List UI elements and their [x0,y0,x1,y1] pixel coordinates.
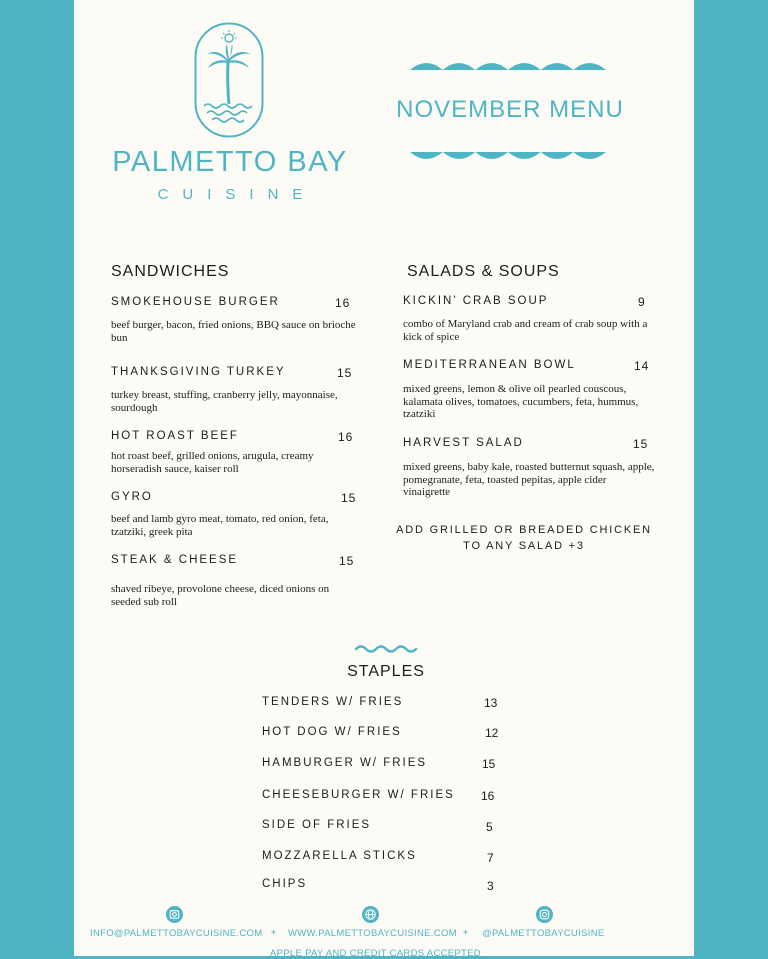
menu-item-name: HARVEST SALAD [403,437,524,449]
staple-item-price: 13 [484,696,498,710]
menu-item-desc: turkey breast, stuffing, cranberry jelly, mayonnaise, sourdough [111,389,338,414]
footer-separator: * [271,929,276,940]
staple-item-name: HOT DOG W/ FRIES [262,726,402,738]
menu-item-desc: mixed greens, baby kale, roasted butternut squash, apple, pomegranate, feta, toasted pepitas, apple cider vinaigrette [403,461,655,498]
sandwiches-heading: SANDWICHES [111,263,230,280]
menu-item-name: KICKIN' CRAB SOUP [403,295,549,307]
squiggle-divider-icon [354,644,418,654]
menu-item-price: 9 [638,295,646,309]
footer-email-link[interactable]: INFO@PALMETTOBAYCUISINE.COM [90,928,263,939]
menu-item-name: MEDITERRANEAN BOWL [403,359,576,371]
addon-line-1: ADD GRILLED OR BREADED CHICKEN [396,524,652,536]
menu-item-price: 15 [341,491,357,505]
staple-item-name: CHEESEBURGER W/ FRIES [262,789,455,801]
menu-item-desc: combo of Maryland crab and cream of crab soup with a kick of spice [403,318,648,343]
menu-item-desc: beef and lamb gyro meat, tomato, red onion, feta, tzatziki, greek pita [111,513,329,538]
menu-item-name: HOT ROAST BEEF [111,430,239,442]
salads-soups-heading: SALADS & SOUPS [407,263,560,280]
palm-tree-logo-icon [194,22,264,138]
staple-item-price: 15 [482,757,496,771]
menu-item-price: 16 [335,296,351,310]
social-handle-icon [536,906,553,923]
menu-item-name: STEAK & CHEESE [111,554,239,566]
staple-item-name: TENDERS W/ FRIES [262,696,404,708]
menu-item-price: 16 [338,430,354,444]
staple-item-name: HAMBURGER W/ FRIES [262,757,428,769]
staple-item-name: SIDE OF FRIES [262,819,372,831]
menu-item-desc: shaved ribeye, provolone cheese, diced onions on seeded sub roll [111,583,330,608]
staple-item-name: MOZZARELLA STICKS [262,850,417,862]
staple-item-name: CHIPS [262,878,308,890]
footer-separator: * [463,929,468,940]
footer-website-link[interactable]: WWW.PALMETTOBAYCUISINE.COM [288,928,457,939]
page-title: NOVEMBER MENU [396,96,624,123]
menu-item-price: 15 [633,437,649,451]
payment-note: APPLE PAY AND CREDIT CARDS ACCEPTED [270,948,481,959]
menu-page [74,0,694,956]
addon-line-2: TO ANY SALAD +3 [463,540,585,552]
staple-item-price: 3 [487,879,494,893]
brand-subtitle: CUISINE [157,186,317,203]
email-icon [166,906,183,923]
menu-item-desc: mixed greens, lemon & olive oil pearled couscous, kalamata olives, tomatoes, cucumbers, feta, hummus, tzatziki [403,383,639,420]
staple-item-price: 7 [487,851,494,865]
globe-icon [362,906,379,923]
menu-item-name: SMOKEHOUSE BURGER [111,296,280,308]
menu-item-desc: hot roast beef, grilled onions, arugula, creamy horseradish sauce, kaiser roll [111,450,314,475]
staple-item-price: 5 [486,820,493,834]
menu-item-price: 15 [337,366,353,380]
menu-item-desc: beef burger, bacon, fried onions, BBQ sauce on brioche bun [111,319,356,344]
chicken-addon-note [394,522,654,554]
menu-item-price: 15 [339,554,355,568]
menu-item-name: GYRO [111,491,153,503]
wave-divider-bottom-icon [410,152,606,164]
staple-item-price: 12 [485,726,499,740]
menu-item-name: THANKSGIVING TURKEY [111,366,286,378]
menu-item-price: 14 [634,359,650,373]
staples-heading: STAPLES [347,663,425,680]
footer-social-link[interactable]: @PALMETTOBAYCUISINE [482,928,605,939]
wave-divider-top-icon [410,58,606,70]
brand-name: PALMETTO BAY [112,146,348,178]
staple-item-price: 16 [481,789,495,803]
